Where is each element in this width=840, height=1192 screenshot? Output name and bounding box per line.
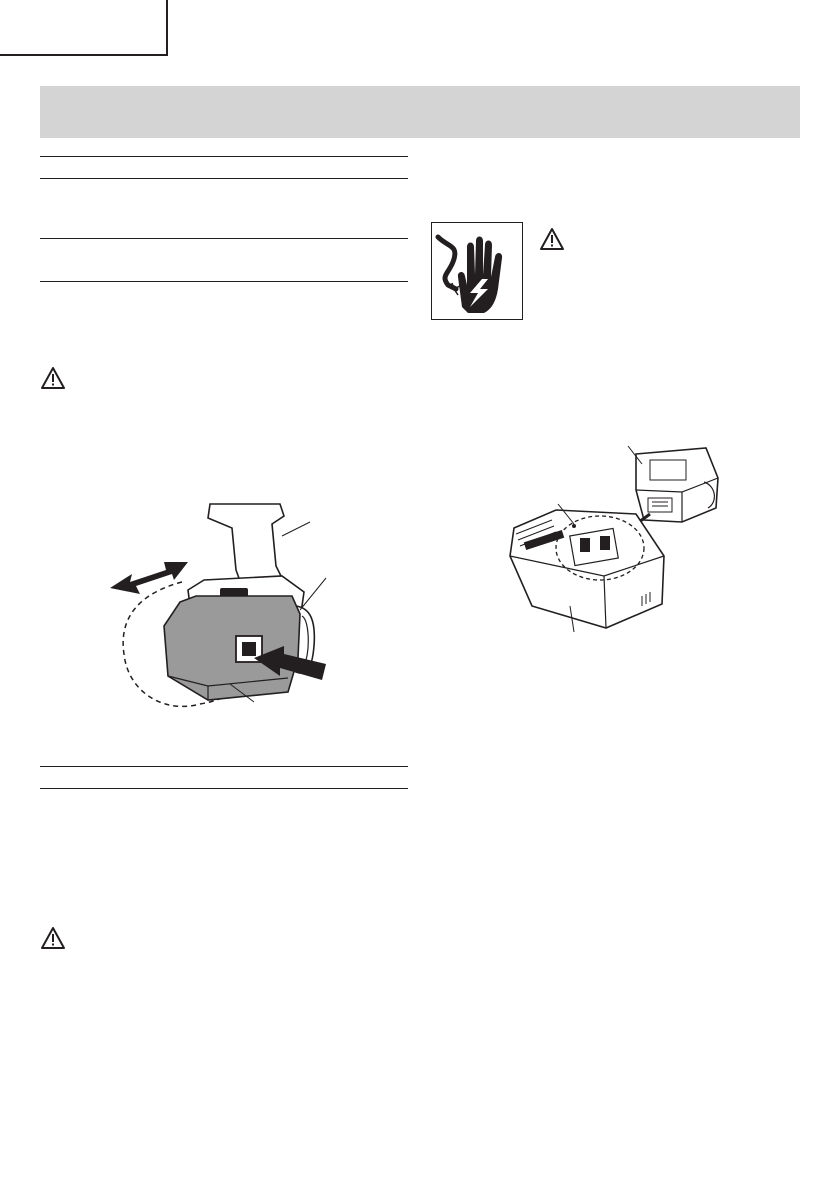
warning-triangle-icon xyxy=(40,366,66,390)
warning-triangle-icon xyxy=(539,227,565,251)
subsection-rule-5 xyxy=(40,766,408,767)
subsection-rule-2 xyxy=(40,178,408,179)
subsection-rule-4 xyxy=(40,281,408,282)
battery-install-figure xyxy=(104,496,344,718)
page-tab xyxy=(0,0,168,56)
section-banner xyxy=(40,86,800,138)
warning-triangle-icon xyxy=(40,926,66,950)
subsection-rule-1 xyxy=(40,156,408,157)
charger-figure xyxy=(496,436,736,636)
subsection-rule-3 xyxy=(40,238,408,239)
subsection-rule-6 xyxy=(40,788,408,789)
electric-shock-hand-icon xyxy=(431,222,523,320)
